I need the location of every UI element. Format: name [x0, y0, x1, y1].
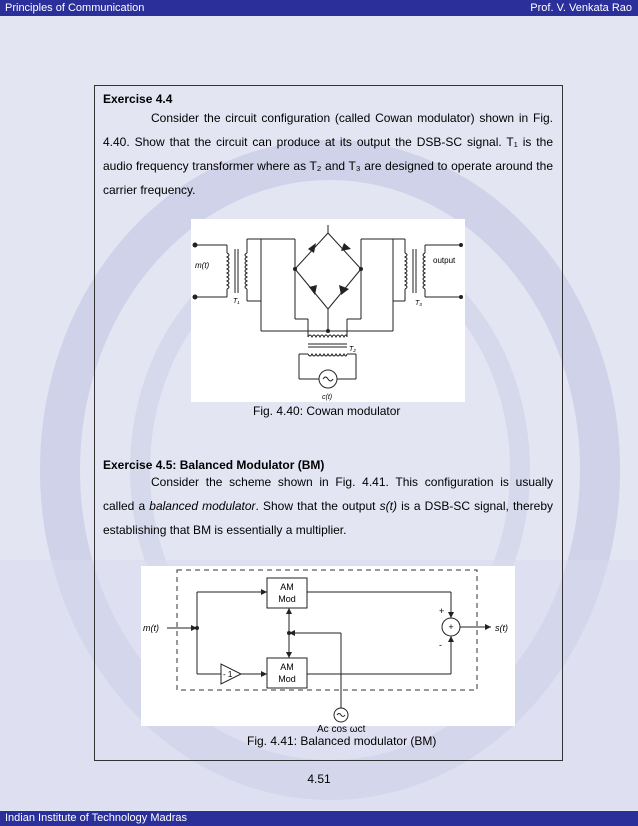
- am-mod-top-label-1: AM: [280, 582, 294, 592]
- summer-minus-sign: -: [439, 640, 442, 650]
- carrier-label: c(t): [322, 394, 333, 401]
- exercise-44-body: Consider the circuit configuration (called Cowan modulator) shown in Fig. 4.40. Show that the circuit can produce at its output the DSB-SC signal. T₁ is the audio frequency transformer where as T₂ and T₃ are designed to operate around the carrier frequency.: [103, 111, 553, 197]
- cowan-input-label: m(t): [195, 261, 210, 270]
- summer-symbol: +: [448, 622, 454, 632]
- exercise-44-text: [103, 106, 553, 202]
- figure-4-41: [141, 566, 515, 735]
- header-course-title: Principles of Communication: [5, 2, 145, 14]
- t2-label: T₂: [349, 346, 356, 353]
- page-header: [0, 0, 638, 16]
- bm-output-label: s(t): [495, 623, 508, 633]
- am-mod-bottom-label-1: AM: [280, 662, 294, 672]
- exercise-45-text-part3: is a DSB-SC signal, thereby establishing that BM is essentially a multiplier.: [103, 499, 554, 537]
- am-mod-top-label-2: Mod: [278, 594, 296, 604]
- bm-carrier-label: Aᴄ cos ωᴄt: [317, 724, 366, 735]
- exercise-45-emphasis: balanced modulator: [149, 499, 256, 513]
- cowan-modulator-diagram: [191, 219, 465, 402]
- header-author: Prof. V. Venkata Rao: [530, 2, 632, 14]
- exercise-44-title: Exercise 4.4: [103, 92, 173, 106]
- page-number: 4.51: [307, 772, 331, 786]
- t3-label: T₃: [415, 300, 423, 307]
- bm-input-label: m(t): [143, 623, 159, 633]
- cowan-output-label: output: [433, 256, 456, 265]
- exercise-45-text-part2: . Show that the output: [255, 499, 380, 513]
- exercise-45-text: [103, 470, 553, 542]
- exercise-45-title: Exercise 4.5: Balanced Modulator (BM): [103, 458, 325, 472]
- figure-4-40: [191, 219, 465, 402]
- t1-label: T₁: [233, 298, 240, 305]
- balanced-modulator-diagram: [141, 566, 515, 726]
- exercise-45-text-part1: Consider the scheme shown in Fig. 4.41. This configuration is usually called a: [103, 475, 553, 513]
- exercise-45-variable: s(t): [379, 499, 397, 513]
- exercise-box: [94, 85, 563, 761]
- summer-plus-sign: +: [439, 606, 445, 616]
- inverter-gain-label: - 1: [223, 670, 233, 679]
- page-footer: [0, 811, 638, 826]
- am-mod-bottom-label-2: Mod: [278, 674, 296, 684]
- figure-4-41-caption: Fig. 4.41: Balanced modulator (BM): [247, 734, 437, 748]
- footer-institution: Indian Institute of Technology Madras: [5, 812, 188, 824]
- figure-4-40-caption: Fig. 4.40: Cowan modulator: [253, 404, 401, 418]
